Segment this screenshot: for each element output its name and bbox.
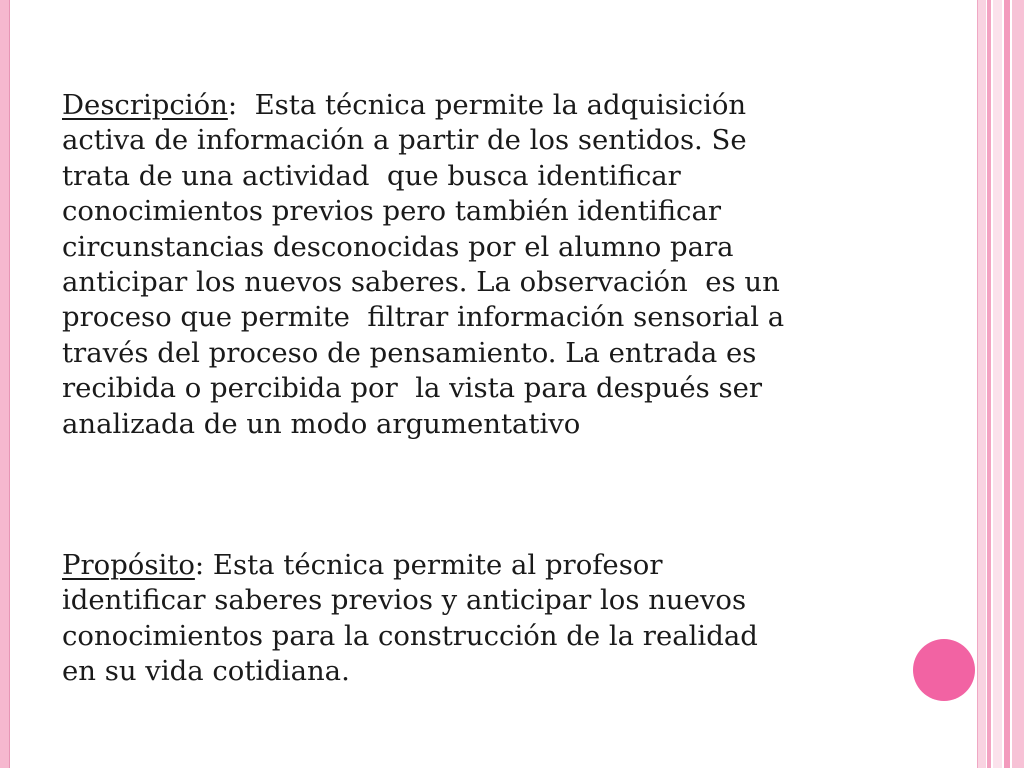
purpose-paragraph <box>62 548 882 690</box>
description-heading: Descripción <box>62 89 228 121</box>
left-frame-border <box>0 0 10 768</box>
description-line: recibida o percibida por la vista para después ser <box>62 372 763 405</box>
description-line: analizada de un modo argumentativo <box>62 407 581 440</box>
purpose-first-text: : Esta técnica permite al profesor <box>194 549 663 582</box>
description-line: anticipar los nuevos saberes. La observación es un <box>62 266 780 299</box>
description-line: conocimientos previos pero también identificar <box>62 195 721 228</box>
description-line: circunstancias desconocidas por el alumno para <box>62 230 734 263</box>
right-stripe <box>1004 0 1010 768</box>
slide-body <box>62 88 882 690</box>
right-stripe <box>1012 0 1024 768</box>
purpose-line: conocimientos para la construcción de la realidad <box>62 619 758 652</box>
paragraph-spacer <box>62 442 882 548</box>
description-line: activa de información a partir de los sentidos. Se <box>62 124 747 157</box>
right-stripe <box>993 0 1002 768</box>
description-paragraph <box>62 88 882 442</box>
description-first-line <box>62 88 882 123</box>
description-line: través del proceso de pensamiento. La entrada es <box>62 336 757 369</box>
purpose-line: identificar saberes previos y anticipar los nuevos <box>62 584 747 617</box>
purpose-heading: Propósito <box>62 549 195 582</box>
description-line: trata de una actividad que busca identificar <box>62 159 681 192</box>
description-line: proceso que permite filtrar información sensorial a <box>62 301 785 334</box>
description-first-text: : Esta técnica permite la adquisición <box>227 89 747 121</box>
decorative-circle <box>913 639 975 701</box>
right-stripe <box>987 0 991 768</box>
purpose-line: en su vida cotidiana. <box>62 655 350 688</box>
right-stripe <box>977 0 986 768</box>
purpose-first-line <box>62 548 882 583</box>
